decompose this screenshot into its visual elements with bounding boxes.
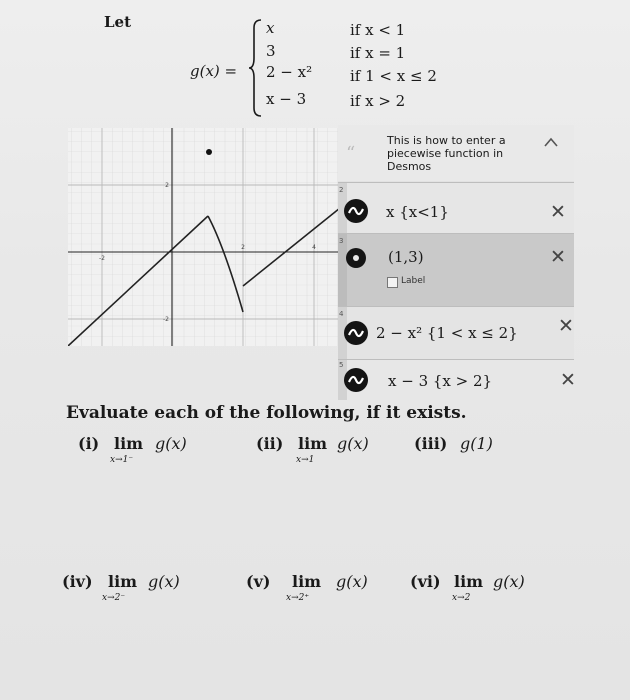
label-checkbox-text: Label [401,276,426,286]
instructions: Evaluate each of the following, if it exists. [66,403,467,423]
part-fn-iii: g(1) [460,434,493,453]
close-icon[interactable]: ✕ [558,315,574,337]
part-fn-iv: g(x) [148,572,180,591]
label-checkbox[interactable] [387,277,398,288]
point-icon[interactable] [346,248,366,268]
part-lim-ii: lim [298,434,328,453]
expression-text[interactable]: 2 − x² {1 < x ≤ 2} [376,324,518,342]
part-sub-v: x→2⁺ [286,593,310,603]
wave-icon[interactable] [344,199,368,223]
expression-text[interactable]: x − 3 {x > 2} [388,372,493,390]
left-brace [248,18,264,118]
graph-plot [68,128,345,346]
wave-icon[interactable] [344,321,368,345]
row-number: 5 [339,361,344,369]
part-label-i: (i) [78,434,100,453]
piece-cond-1: if x < 1 [350,21,406,39]
note-line-1: This is how to enter a [387,134,506,147]
close-icon[interactable]: ✕ [550,246,566,268]
tick-x-4: 4 [312,244,316,251]
desmos-expression-panel [338,125,574,400]
expression-text[interactable]: (1,3) [388,248,424,266]
part-sub-vi: x→2 [452,593,471,603]
tick-y-neg2: -2 [163,316,169,323]
expression-row-3[interactable] [338,234,574,306]
piece-cond-4: if x > 2 [350,92,406,110]
part-lim-vi: lim [454,572,484,591]
row-number: 2 [339,186,344,194]
part-fn-i: g(x) [155,434,187,453]
tick-x-2: 2 [241,244,245,251]
expression-row-4[interactable] [338,307,574,359]
part-fn-vi: g(x) [493,572,525,591]
point-1-3 [206,149,212,155]
part-sub-iv: x→2⁻ [102,593,126,603]
close-icon[interactable]: ✕ [560,369,576,391]
note-line-2: piecewise function in [387,147,504,160]
note-line-3: Desmos [387,160,432,173]
expression-row-5[interactable] [338,360,574,400]
piece-cond-2: if x = 1 [350,44,406,62]
part-label-v: (v) [246,572,271,591]
expression-text[interactable]: x {x<1} [386,203,449,221]
expression-row-2[interactable] [338,183,574,233]
piece-expr-4: x − 3 [266,90,307,108]
row-number: 3 [339,237,344,245]
close-icon[interactable]: ✕ [550,201,566,223]
part-lim-iv: lim [108,572,138,591]
piece-expr-3: 2 − x² [266,63,313,81]
piece-expr-2: 3 [266,42,276,60]
tick-y-2: 2 [165,182,169,189]
part-fn-v: g(x) [336,572,368,591]
row-number: 4 [339,310,344,318]
part-sub-i: x→1⁻ [110,455,134,465]
part-label-iv: (iv) [62,572,93,591]
let-label: Let [104,13,132,31]
chevron-up-icon[interactable] [544,137,558,147]
part-lim-i: lim [114,434,144,453]
tick-x-neg2: -2 [99,255,105,262]
part-label-vi: (vi) [410,572,441,591]
piece-cond-3: if 1 < x ≤ 2 [350,67,437,85]
wave-icon[interactable] [344,368,368,392]
piece-expr-1: x [266,19,275,37]
function-name: g(x) = [190,62,238,80]
part-fn-ii: g(x) [337,434,369,453]
part-lim-v: lim [292,572,322,591]
quote-icon: “ [346,143,356,164]
part-label-ii: (ii) [256,434,284,453]
part-sub-ii: x→1 [296,455,315,465]
part-label-iii: (iii) [414,434,448,453]
note-row[interactable] [338,125,574,181]
